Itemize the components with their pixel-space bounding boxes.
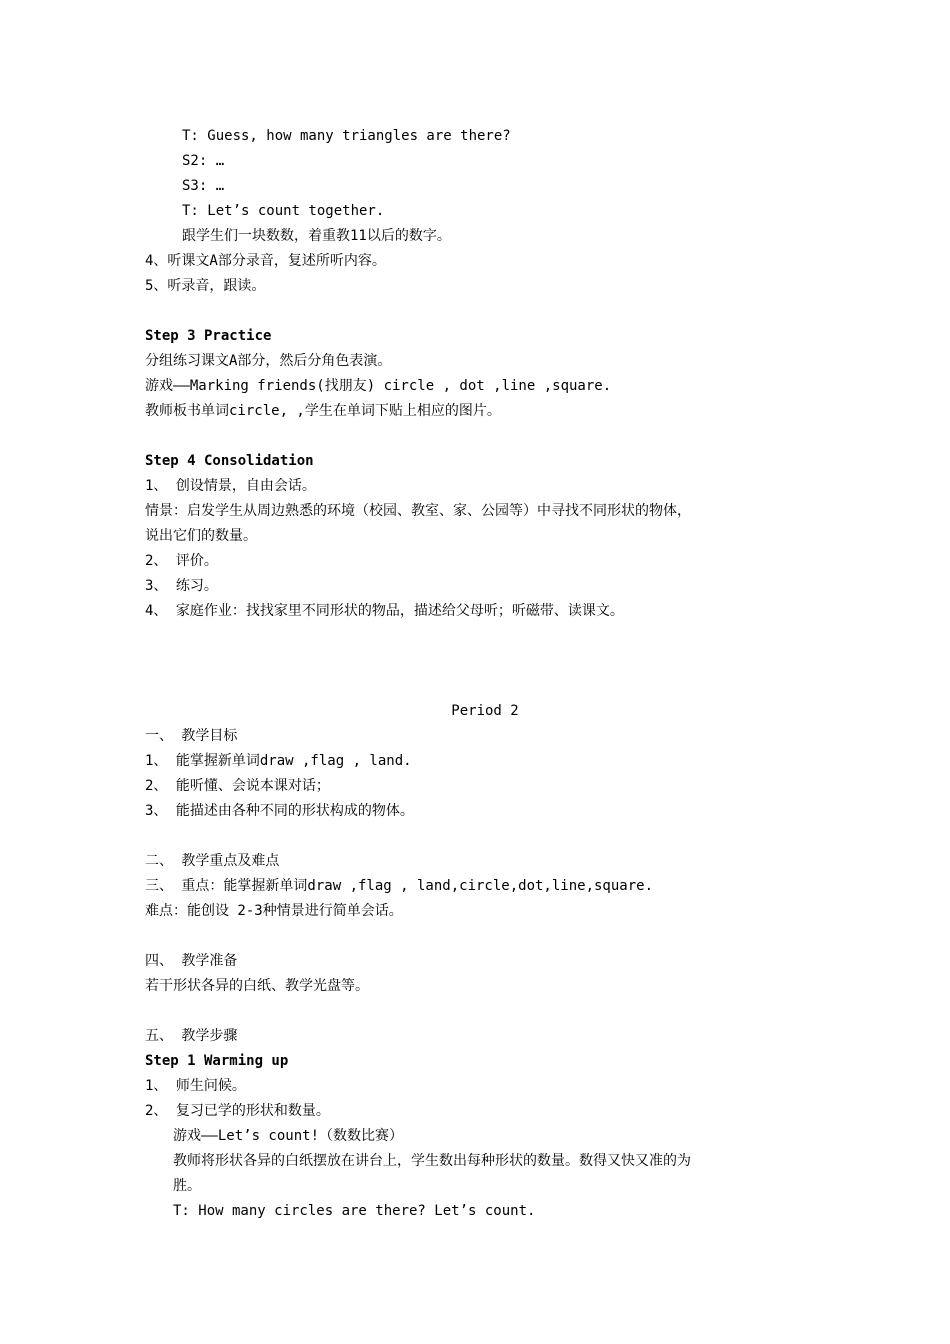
step-item: 4、听课文A部分录音，复述所听内容。 [145, 253, 386, 269]
section-heading: 二、 教学重点及难点 [145, 853, 280, 869]
step3-line: 游戏——Marking friends(找朋友) circle , dot ,line ,square. [145, 378, 612, 394]
step4-heading: Step 4 Consolidation [145, 453, 314, 469]
step4-line: 4、 家庭作业：找找家里不同形状的物品，描述给父母听；听磁带、读课文。 [145, 603, 624, 619]
goal-item: 2、 能听懂、会说本课对话； [145, 778, 330, 794]
step1-line: 1、 师生问候。 [145, 1078, 246, 1094]
document-page [145, 124, 825, 1224]
goal-item: 3、 能描述由各种不同的形状构成的物体。 [145, 803, 414, 819]
section-heading: 一、 教学目标 [145, 728, 238, 744]
step1-heading: Step 1 Warming up [145, 1053, 289, 1069]
section-heading: 四、 教学准备 [145, 953, 238, 969]
keypoint-item: 三、 重点：能掌握新单词draw ,flag , land,circle,dot,line,square. [145, 878, 654, 894]
step4-line: 3、 练习。 [145, 578, 218, 594]
step1-line: 2、 复习已学的形状和数量。 [145, 1103, 330, 1119]
step4-line: 情景：启发学生从周边熟悉的环境（校园、教室、家、公园等）中寻找不同形状的物体， [145, 503, 691, 519]
dialog-line: T: Guess, how many triangles are there? [182, 128, 511, 144]
step1-sub-line: T: How many circles are there? Let’s count. [173, 1203, 536, 1219]
keypoint-item: 难点：能创设 2-3种情景进行简单会话。 [145, 903, 403, 919]
section-heading: 五、 教学步骤 [145, 1028, 238, 1044]
step4-line: 2、 评价。 [145, 553, 218, 569]
step4-line: 说出它们的数量。 [145, 528, 257, 544]
step1-sub-line: 胜。 [173, 1178, 201, 1194]
dialog-line: T: Let’s count together. [182, 203, 385, 219]
dialog-line: S3: … [182, 178, 225, 194]
step3-line: 教师板书单词circle, ,学生在单词下贴上相应的图片。 [145, 403, 501, 419]
dialog-line: S2: … [182, 153, 225, 169]
step3-line: 分组练习课文A部分，然后分角色表演。 [145, 353, 392, 369]
step1-sub-line: 游戏——Let’s count!（数数比赛） [173, 1128, 404, 1144]
prep-text: 若干形状各异的白纸、教学光盘等。 [145, 978, 369, 994]
step4-line: 1、 创设情景，自由会话。 [145, 478, 316, 494]
step-item: 5、听录音，跟读。 [145, 278, 266, 294]
period-title: Period 2 [451, 703, 519, 719]
goal-item: 1、 能掌握新单词draw ,flag , land. [145, 753, 412, 769]
dialog-note: 跟学生们一块数数，着重教11以后的数字。 [182, 228, 451, 244]
step3-heading: Step 3 Practice [145, 328, 272, 344]
dialog-block [145, 124, 825, 249]
step1-sub-line: 教师将形状各异的白纸摆放在讲台上，学生数出每种形状的数量。数得又快又准的为 [173, 1153, 691, 1169]
